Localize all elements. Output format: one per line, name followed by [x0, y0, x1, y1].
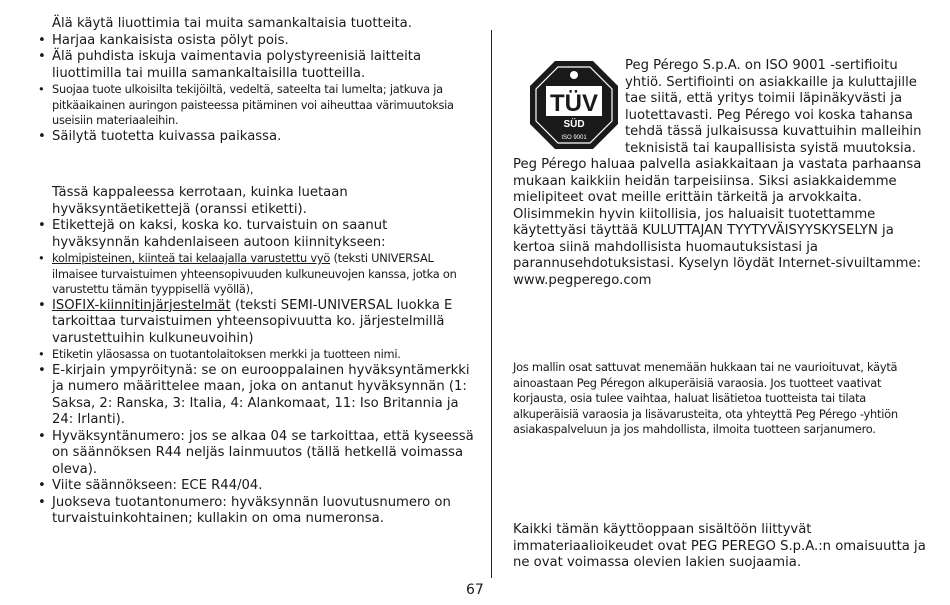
isofix-text: ISOFIX-kiinnitinjärjestelmät — [52, 297, 231, 313]
isofix-desc: (teksti SEMI-UNIVERSAL luokka E tarkoittaa turvaistuimen yhteensopivuutta ko. järjestelmillä varustettuihin kulkuneuvoihin) — [52, 297, 453, 346]
list-item: • E-kirjain ympyröitynä: se on eurooppalainen hyväksyntämerkki ja numero määrittelee maan, joka on antanut hyväksynnän (1: Saksa, 2: Ranska, 3: Italia, 4: Alankomaat, 11: Iso Britannia ja 24: Irlanti). — [38, 363, 478, 429]
ip-paragraph: Kaikki tämän käyttöoppaan sisältöön liittyvät immateriaalioikeudet ovat PEG PEREGO S.p.A.:n omaisuutta ja ne ovat voimassa olevien lakien suojaamia. — [513, 522, 926, 570]
list-item: • Säilytä tuotetta kuivassa paikassa. — [38, 129, 478, 146]
list-item — [38, 298, 478, 348]
list-item: • Harjaa kankaisista osista pölyt pois. — [38, 33, 478, 50]
list-item: • Älä puhdista iskuja vaimentavia polystyreenisiä laitteita liuottimilla tai muilla samankaltaisilla tuotteilla. — [38, 49, 478, 82]
parts-paragraph: Jos mallin osat sattuvat menemään hukkaan tai ne vaurioituvat, käytä ainoastaan Peg Péregon alkuperäisiä varaosia. Jos tuotteet vaativat korjausta, osia tulee vaihtaa, haluat lisätietoa tuotteista tai tilata alkuperäisiä varaosia ja lisävarusteita, ota yhteyttä Peg Pérego -yhtiön asiakaspalveluun ja jos mahdollista, ilmoita tuotteen sarjanumero. — [513, 360, 898, 436]
list-item: • Etiketin yläosassa on tuotantolaitoksen merkki ja tuotteen nimi. — [38, 347, 478, 363]
care-list — [38, 33, 478, 146]
list-item — [38, 251, 478, 298]
list-item: • Etikettejä on kaksi, koska ko. turvaistuin on saanut hyväksynnän kahdenlaiseen autoon kiinnitykseen: — [38, 218, 478, 251]
tuv-text: TÜV — [550, 90, 598, 117]
list-item: • Suojaa tuote ulkoisilta tekijöiltä, vedeltä, sateelta tai lumelta; jatkuva ja pitkäaikainen auringon paisteessa pitäminen voi aiheuttaa värimuutoksia useisiin materiaaleihin. — [38, 82, 478, 129]
belt-type-desc: (teksti UNIVERSAL ilmaisee turvaistuimen yhteensopivuuden kulkuneuvojen kanssa, jotka on varustettu tämän tyyppisellä vyöllä), — [52, 251, 457, 296]
belt-type-text: kolmipisteinen, kiinteä tai kelaajalla varustettu vyö — [52, 251, 331, 265]
label-intro: Tässä kappaleessa kerrotaan, kuinka luetaan hyväksyntäetikettejä (oranssi etiketti). — [52, 185, 348, 217]
iso-paragraph: Peg Pérego S.p.A. on ISO 9001 -sertifioitu yhtiö. Sertifiointi on asiakkaille ja kuluttajille tae siitä, että yritys toimii läpinäkyvästi ja luotettavasti. Peg Pérego voi koska tahansa tehdä tässä julkaisussa kuvattuihin malleihin teknisistä tai kaupallisista syistä muutoksia. Peg Pérego haluaa palvella asiakkaitaan ja vastata parhaansa mukaan kaikkiin heidän tarpeisiinsa. Siksi asiakkaidemme mielipiteet ovat meille erittäin tärkeitä ja arvokkaita. Olisimmekin hyvin kiitollisia, jos haluaisit tuotettamme käytettyäsi täyttää KULUTTAJAN TYYTYVÄISYYSKYSELYN ja kertoa siinä mahdollisista huomautuksistasi ja parannusehdotuksistasi. Kyselyn löydät Internet-sivuiltamme: www.pegperego.com — [513, 58, 922, 288]
tuv-sud-iso-logo — [529, 60, 619, 150]
iso-text: ISO 9001 — [561, 135, 587, 141]
sud-text: SÜD — [563, 119, 585, 130]
left-column — [38, 16, 478, 528]
care-intro: Älä käytä liuottimia tai muita samankaltaisia tuotteita. — [52, 16, 412, 31]
label-list — [38, 218, 478, 528]
list-item: • Juokseva tuotantonumero: hyväksynnän luovutusnumero on turvaistuinkohtainen; kullakin on oma numeronsa. — [38, 495, 478, 528]
list-item: • Hyväksyntänumero: jos se alkaa 04 se tarkoittaa, että kyseessä on säännöksen R44 neljäs lainmuutos (tällä hetkellä voimassa oleva). — [38, 429, 478, 479]
list-item: • Viite säännökseen: ECE R44/04. — [38, 478, 478, 495]
right-column — [513, 58, 927, 289]
page-number: 67 — [466, 582, 484, 598]
column-divider — [491, 30, 492, 578]
